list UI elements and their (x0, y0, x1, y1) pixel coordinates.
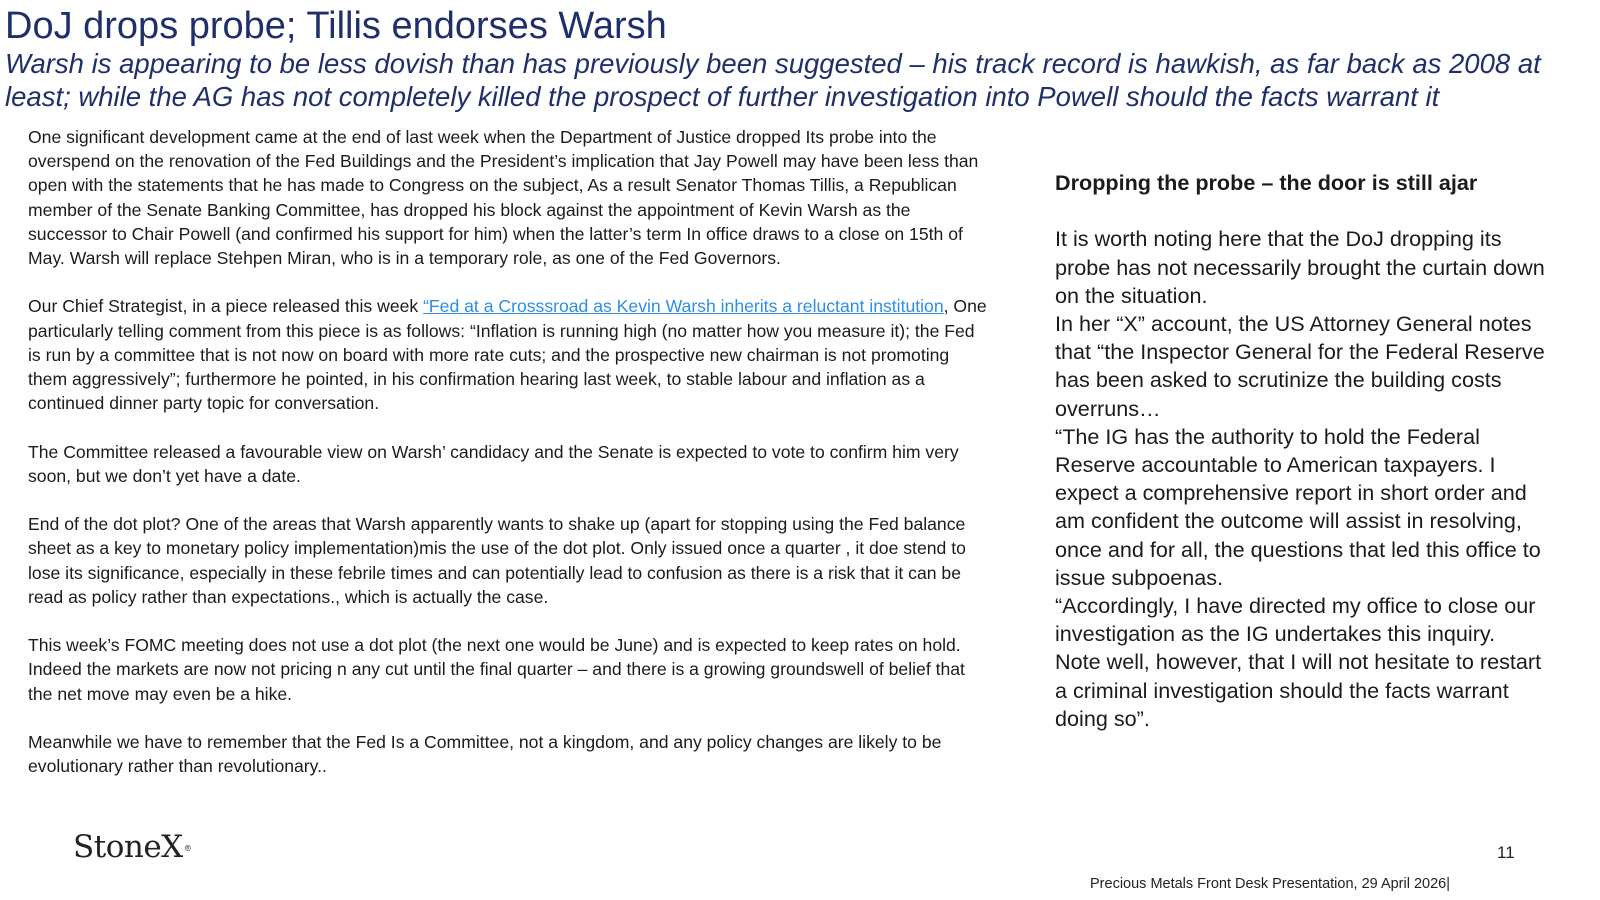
sidebar-heading: Dropping the probe – the door is still ajar (1055, 170, 1478, 195)
slide-title: DoJ drops probe; Tillis endorses Warsh (5, 5, 667, 47)
paragraph-fomc-meeting: This week’s FOMC meeting does not use a dot plot (the next one would be June) and is expected to keep rates on hold. Indeed the markets are now not pricing n any cut until the final quarter – and there is a growing groundswell of belief that the net move may even be a hike. (28, 635, 965, 704)
sidebar-paragraph: In her “X” account, the US Attorney General notes that “the Inspector General for the Federal Reserve has been asked to scrutinize the building costs overruns… (1055, 311, 1545, 421)
sidebar-quote: “Accordingly, I have directed my office to close our investigation as the IG undertakes this inquiry. Note well, however, that I will not hesitate to restart a criminal investigation should the facts warrant doing so”. (1055, 593, 1542, 731)
right-column (1055, 169, 1545, 733)
paragraph-committee-not-kingdom: Meanwhile we have to remember that the Fed Is a Committee, not a kingdom, and any policy changes are likely to be evolutionary rather than revolutionary.. (28, 732, 942, 777)
sidebar-paragraph: It is worth noting here that the DoJ dropping its probe has not necessarily brought the curtain down on the situation. (1055, 226, 1545, 308)
sidebar-quote: “The IG has the authority to hold the Federal Reserve accountable to American taxpayers. I expect a comprehensive report in short order and am confident the outcome will assist in resolving, once and for all, the questions that led this office to issue subpoenas. (1055, 423, 1541, 590)
logo-text: StoneX (73, 829, 183, 865)
registered-mark: ® (183, 844, 192, 853)
slide-subtitle: Warsh is appearing to be less dovish than has previously been suggested – his track record is hawkish, as far back as 2008 at least; while the AG has not completely killed the prospect of further investigation into Powell should the facts warrant it (5, 48, 1541, 112)
article-link[interactable]: “Fed at a Crosssroad as Kevin Warsh inherits a reluctant institution (423, 296, 944, 317)
footer-caption: Precious Metals Front Desk Presentation, 29 April 2026| (1090, 876, 1451, 892)
paragraph-chief-strategist (28, 294, 988, 415)
paragraph-text: , One particularly telling comment from this piece is as follows: “Inflation is running high (no matter how you measure it); the Fed is run by a committee that is not now on board with more rate cuts; and the prospective new chairman is not promoting them aggressively”; furthermore he pointed, in his confirmation hearing last week, to stable labour and inflation as a continued dinner party topic for conversation. (28, 296, 987, 414)
paragraph-doj-probe: One significant development came at the end of last week when the Department of Justice dropped Its probe into the overspend on the renovation of the Fed Buildings and the President’s implication that Jay Powell may have been less than open with the statements that he has made to Congress on the subject, As a result Senator Thomas Tillis, a Republican member of the Senate Banking Committee, has dropped his block against the appointment of Kevin Warsh as the successor to Chair Powell (and confirmed his support for him) when the latter’s term In office draws to a close on 15th of May. Warsh will replace Stehpen Miran, who is in a temporary role, as one of the Fed Governors. (28, 127, 979, 269)
paragraph-committee: The Committee released a favourable view on Warsh’ candidacy and the Senate is expected to vote to confirm him very soon, but we don’t yet have a date. (28, 441, 959, 486)
stonex-logo (73, 830, 191, 864)
paragraph-dot-plot: End of the dot plot? One of the areas that Warsh apparently wants to shake up (apart for stopping using the Fed balance sheet as a key to monetary policy implementation)mis the use of the dot plot. Only issued once a quarter , it doe stend to lose its significance, especially in these febrile times and can potentially lead to confusion as there is a risk that it can be read as policy rather than expectations., which is actually the case. (28, 514, 966, 607)
page-number: 11 (1497, 843, 1515, 862)
paragraph-text: Our Chief Strategist, in a piece released this week (28, 296, 424, 317)
left-column (28, 125, 988, 803)
